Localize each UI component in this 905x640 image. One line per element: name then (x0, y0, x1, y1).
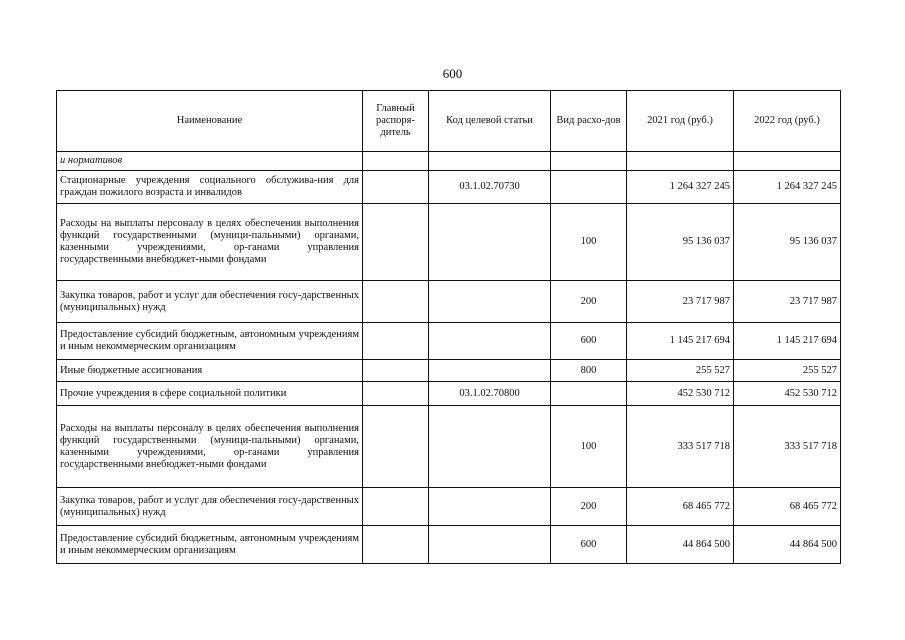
row-code (429, 360, 551, 382)
table-row (57, 323, 841, 360)
row-code (429, 204, 551, 281)
row-code: 03.1.02.70730 (429, 171, 551, 204)
row-2021: 68 465 772 (627, 488, 734, 526)
header-2021: 2021 год (руб.) (627, 91, 734, 152)
row-code (429, 281, 551, 323)
row-2021: 95 136 037 (627, 204, 734, 281)
row-admin (363, 323, 429, 360)
row-2021: 1 145 217 694 (627, 323, 734, 360)
table-row (57, 360, 841, 382)
row-name: Предоставление субсидий бюджетным, автономным учреждениям и иным некоммерческим организациям (57, 323, 363, 360)
row-2022 (734, 152, 841, 171)
header-admin: Главный распоря-дитель (363, 91, 429, 152)
row-2022: 1 264 327 245 (734, 171, 841, 204)
row-2022: 452 530 712 (734, 382, 841, 406)
row-type: 200 (551, 281, 627, 323)
row-name: Прочие учреждения в сфере социальной политики (57, 382, 363, 406)
table-row (57, 488, 841, 526)
header-name: Наименование (57, 91, 363, 152)
row-code (429, 526, 551, 564)
row-name: и нормативов (57, 152, 363, 171)
row-admin (363, 382, 429, 406)
row-code (429, 406, 551, 488)
row-type (551, 152, 627, 171)
row-2021: 44 864 500 (627, 526, 734, 564)
row-admin (363, 281, 429, 323)
row-2021: 333 517 718 (627, 406, 734, 488)
row-code: 03.1.02.70800 (429, 382, 551, 406)
row-2021: 23 717 987 (627, 281, 734, 323)
header-row (57, 91, 841, 152)
row-admin (363, 526, 429, 564)
row-2022: 68 465 772 (734, 488, 841, 526)
row-type: 100 (551, 204, 627, 281)
row-admin (363, 171, 429, 204)
table-row (57, 406, 841, 488)
row-2022: 333 517 718 (734, 406, 841, 488)
row-2021 (627, 152, 734, 171)
row-name: Расходы на выплаты персоналу в целях обеспечения выполнения функций государственными (муници-пальными) органами, казенными учреждениями, ор-ганами управления государственными внебюджет-ными фондами (57, 204, 363, 281)
row-2022: 95 136 037 (734, 204, 841, 281)
row-name: Стационарные учреждения социального обслужива-ния для граждан пожилого возраста и инвалидов (57, 171, 363, 204)
row-admin (363, 488, 429, 526)
header-2022: 2022 год (руб.) (734, 91, 841, 152)
budget-table (56, 90, 841, 564)
table-row (57, 204, 841, 281)
header-type: Вид расхо-дов (551, 91, 627, 152)
row-2022: 44 864 500 (734, 526, 841, 564)
header-code: Код целевой статьи (429, 91, 551, 152)
row-type: 100 (551, 406, 627, 488)
row-type (551, 171, 627, 204)
row-2022: 255 527 (734, 360, 841, 382)
row-name: Закупка товаров, работ и услуг для обеспечения госу-дарственных (муниципальных) нужд (57, 281, 363, 323)
row-admin (363, 204, 429, 281)
row-type: 200 (551, 488, 627, 526)
row-code (429, 152, 551, 171)
row-name: Расходы на выплаты персоналу в целях обеспечения выполнения функций государственными (муници-пальными) органами, казенными учреждениями, ор-ганами управления государственными внебюджет-ными фондами (57, 406, 363, 488)
row-type (551, 382, 627, 406)
row-type: 600 (551, 323, 627, 360)
row-name: Иные бюджетные ассигнования (57, 360, 363, 382)
table-row (57, 152, 841, 171)
row-name: Закупка товаров, работ и услуг для обеспечения госу-дарственных (муниципальных) нужд (57, 488, 363, 526)
table-row (57, 382, 841, 406)
row-name: Предоставление субсидий бюджетным, автономным учреждениям и иным некоммерческим организациям (57, 526, 363, 564)
row-admin (363, 406, 429, 488)
row-admin (363, 152, 429, 171)
row-2022: 1 145 217 694 (734, 323, 841, 360)
row-2022: 23 717 987 (734, 281, 841, 323)
table-row (57, 526, 841, 564)
row-2021: 1 264 327 245 (627, 171, 734, 204)
row-code (429, 323, 551, 360)
row-code (429, 488, 551, 526)
row-2021: 255 527 (627, 360, 734, 382)
table-row (57, 171, 841, 204)
page-number: 600 (442, 66, 463, 81)
row-admin (363, 360, 429, 382)
row-type: 600 (551, 526, 627, 564)
row-type: 800 (551, 360, 627, 382)
table-row (57, 281, 841, 323)
row-2021: 452 530 712 (627, 382, 734, 406)
